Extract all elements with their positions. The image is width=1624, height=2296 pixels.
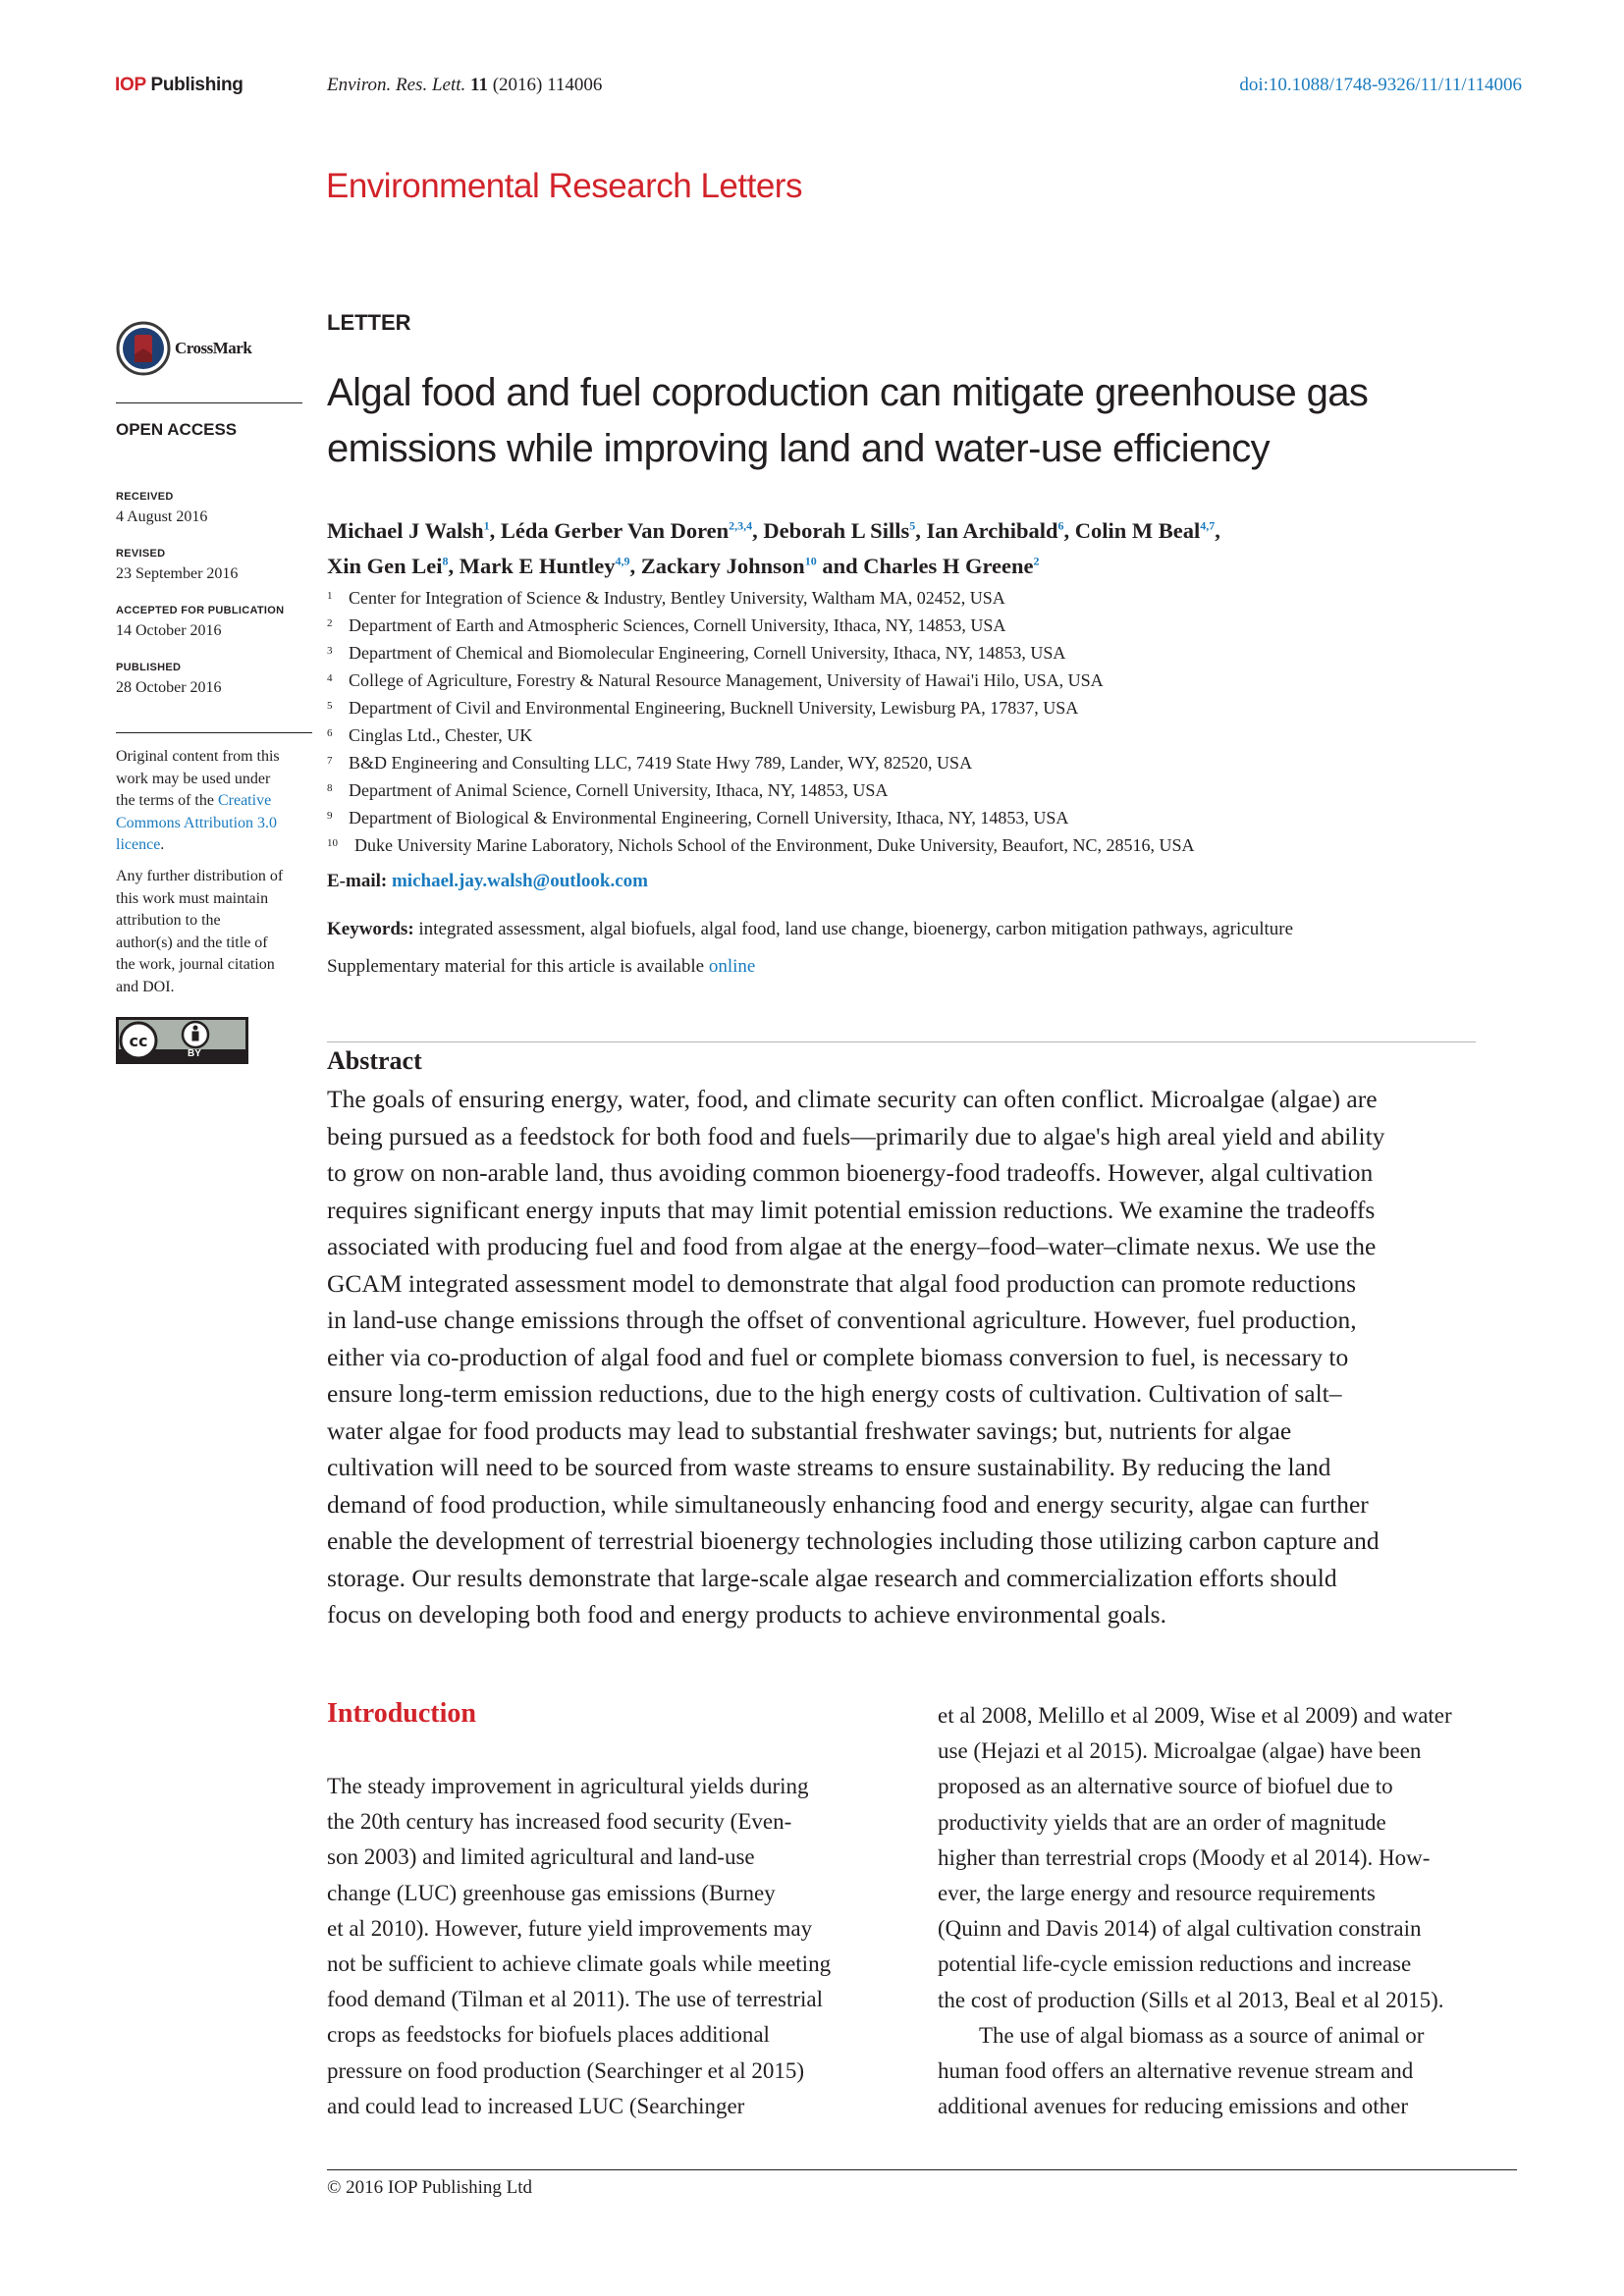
intro-line: the 20th century has increased food security (Even- [327,1809,792,1835]
keywords-label: Keywords: [327,919,414,939]
abstract-line: focus on developing both food and energy products to achieve environmental goals. [327,1600,1166,1629]
intro-line: crops as feedstocks for biofuels places additional [327,2022,770,2048]
attribution-line: author(s) and the title of [116,934,268,951]
keywords-text: integrated assessment, algal biofuels, algal food, land use change, bioenergy, carbon mitigation pathways, agriculture [413,919,1294,939]
author-name[interactable]: Mark E Huntley [459,554,616,578]
intro-line: proposed as an alternative source of biofuel due to [938,1774,1393,1799]
author-name[interactable]: Colin M Beal [1074,518,1201,543]
intro-line: additional avenues for reducing emissions and other [938,2094,1409,2119]
attribution-notice [116,866,283,998]
intro-line: et al 2010). However, future yield improvements may [327,1915,813,1941]
author-line: Xin Gen Lei$^8$, Mark E Huntley$^{4,9}$, Zackary Johnson$^{10}$ and Charles H Greene$^2$ [327,554,1040,578]
date-revised-label: REVISED [116,548,166,560]
abstract-line: The goals of ensuring energy, water, food, and climate security can often conflict. Microalgae (algae) are [327,1085,1378,1113]
abstract-line: storage. Our results demonstrate that large-scale algae research and commercialization efforts should [327,1563,1337,1592]
abstract-line: requires significant energy inputs that may limit potential emission reductions. We examine the tradeoffs [327,1195,1376,1224]
svg-text:cc: cc [129,1032,148,1050]
footer-rule [327,2169,1517,2170]
keywords [327,919,1293,940]
cc-by-label: BY [188,1048,201,1059]
intro-line: human food offers an alternative revenue stream and [938,2058,1414,2084]
publisher-logo [115,75,244,96]
abstract-top-rule [327,1041,1476,1042]
article-title-line: Algal food and fuel coproduction can mitigate greenhouse gas [327,371,1369,414]
author-affil-ref[interactable]: 4,9 [615,554,630,568]
author-affil-ref[interactable]: 10 [804,554,817,568]
intro-line: the cost of production (Sills et al 2013, Beal et al 2015). [938,1987,1444,2012]
abstract-line: demand of food production, while simultaneously enhancing food and energy security, algae can further [327,1489,1369,1519]
intro-right-column [938,1698,1519,2124]
intro-line: (Quinn and Davis 2014) of algal cultivation constrain [938,1916,1422,1942]
date-published-label: PUBLISHED [116,662,182,673]
intro-line: The use of algal biomass as a source of animal or [979,2022,1425,2048]
license-line: licence. [116,836,165,853]
author-name[interactable]: Michael J Walsh [327,518,484,543]
intro-line: change (LUC) greenhouse gas emissions (Burney [327,1880,776,1905]
publisher-logo-iop: IOP [115,75,146,95]
date-revised: 23 September 2016 [116,565,239,582]
author-name[interactable]: Léda Gerber Van Doren [500,518,730,543]
doi-link[interactable]: doi:10.1088/1748-9326/11/11/114006 [1239,75,1522,95]
corresponding-email [327,871,648,892]
copyright: © 2016 IOP Publishing Ltd [327,2177,533,2198]
intro-line: ever, the large energy and resource requirements [938,1881,1376,1906]
sidebar-divider-1 [116,402,302,403]
license-line: the terms of the Creative [116,792,272,809]
attribution-line: Any further distribution of [116,868,284,884]
attribution-line: attribution to the [116,912,221,929]
date-accepted: 14 October 2016 [116,622,222,639]
intro-line: potential life-cycle emission reductions and increase [938,1951,1412,1977]
intro-line: et al 2008, Melillo et al 2009, Wise et al 2009) and water [938,1703,1452,1728]
article-type: LETTER [327,310,411,335]
intro-line: not be sufficient to achieve climate goals while meeting [327,1951,832,1977]
intro-line: The steady improvement in agricultural yields during [327,1774,809,1798]
abstract-line: in land-use change emissions through the offset of conventional agriculture. However, fuel production, [327,1306,1357,1334]
journal-citation [327,75,602,96]
abstract-line: enable the development of terrestrial bioenergy technologies including those utilizing carbon capture and [327,1526,1380,1555]
license-line [116,813,280,835]
date-published: 28 October 2016 [116,679,222,696]
author-name[interactable]: Deborah L Sills [763,518,910,543]
licence-link[interactable]: licence [116,836,161,853]
journal-citation-rest: (2016) 114006 [487,75,603,95]
cc-by-badge[interactable] [116,1017,248,1064]
email-label: E-mail: [327,871,388,891]
author-affil-ref[interactable]: 4,7 [1200,518,1216,533]
author-name[interactable]: Zackary Johnson [640,554,805,578]
intro-line: pressure on food production (Searchinger et al 2015) [327,2057,805,2083]
abstract-line: being pursued as a feedstock for both food and fuels—primarily due to algae's high areal yield and ability [327,1121,1385,1150]
supplementary-note: Supplementary material for this article is available online [327,956,756,977]
crossmark-badge[interactable] [116,321,263,380]
journal-citation-volume: 11 [465,75,488,95]
abstract-line: cultivation will need to be sourced from waste streams to ensure sustainability. By reducing the land [327,1453,1331,1481]
email-link[interactable]: michael.jay.walsh@outlook.com [391,871,648,891]
author-name[interactable]: Ian Archibald [926,518,1058,543]
author-affil-ref[interactable]: 2 [1033,554,1040,568]
abstract-body [327,1081,1535,1633]
open-access-label: OPEN ACCESS [116,420,238,439]
sidebar-divider-2 [116,732,312,733]
journal-title: Environmental Research Letters [326,167,802,205]
author-affil-ref[interactable]: 8 [442,554,449,568]
intro-line: productivity yields that are an order of magnitude [938,1809,1386,1835]
abstract-line: GCAM integrated assessment model to demonstrate that algal food production can promote reductions [327,1268,1357,1298]
creative-commons-link[interactable]: Creative [217,792,272,809]
introduction-heading: Introduction [327,1698,476,1729]
abstract-line: water algae for food products may lead to substantial freshwater savings; but, nutrients for algae [327,1415,1292,1445]
author-list [327,513,1220,584]
license-line: Original content from this [116,748,280,765]
journal-citation-abbrev: Environ. Res. Lett. [327,75,466,95]
author-name[interactable]: Charles H Greene [863,554,1034,578]
intro-line: food demand (Tilman et al 2011). The use of terrestrial [327,1987,824,2012]
abstract-line: to grow on non-arable land, thus avoiding common bioenergy-food tradeoffs. However, algal cultivation [327,1158,1374,1187]
date-received-label: RECEIVED [116,491,174,503]
author-line: Michael J Walsh$^1$, Léda Gerber Van Doren$^{2,3,4}$, Deborah L Sills$^5$, Ian Archibald$^6$, Colin M Beal$^{4,7}$, [327,518,1220,543]
attribution-line: this work must maintain [116,889,269,907]
date-received: 4 August 2016 [116,508,208,525]
article-title [327,365,1368,477]
cc-icon [117,1018,247,1063]
author-affil-ref[interactable]: 1 [483,518,490,533]
intro-line: use (Hejazi et al 2015). Microalgae (algae) have been [938,1738,1422,1764]
creative-commons-link[interactable]: Commons Attribution 3.0 [116,814,278,831]
article-title-line: emissions while improving land and water-use efficiency [327,427,1271,470]
author-name[interactable]: Xin Gen Lei [327,554,443,578]
license-line: work may be used under [116,770,271,787]
intro-line: son 2003) and limited agricultural and land-use [327,1844,755,1870]
intro-left-column [327,1769,908,2124]
author-affil-ref[interactable]: 5 [909,518,916,533]
license-notice [116,746,280,857]
date-accepted-label: ACCEPTED FOR PUBLICATION [116,605,285,616]
abstract-heading: Abstract [327,1046,422,1075]
author-affil-ref[interactable]: 6 [1057,518,1064,533]
abstract-line: either via co-production of algal food and fuel or complete biomass conversion to fuel, is necessary to [327,1342,1349,1371]
abstract-line: associated with producing fuel and food from algae at the energy–food–water–climate nexus. We use the [327,1232,1377,1260]
crossmark-icon [116,321,171,376]
intro-line: and could lead to increased LUC (Searchinger [327,2093,745,2118]
author-affil-ref[interactable]: 2,3,4 [729,518,753,533]
attribution-line: the work, journal citation [116,956,275,973]
publisher-logo-text: Publishing [145,75,244,95]
abstract-line: ensure long-term emission reductions, due to the high energy costs of cultivation. Cultivation of salt– [327,1379,1342,1408]
supplementary-link[interactable]: online [708,956,756,977]
intro-line: higher than terrestrial crops (Moody et al 2014). How- [938,1844,1431,1870]
attribution-line: and DOI. [116,978,175,995]
crossmark-label: CrossMark [175,339,252,357]
